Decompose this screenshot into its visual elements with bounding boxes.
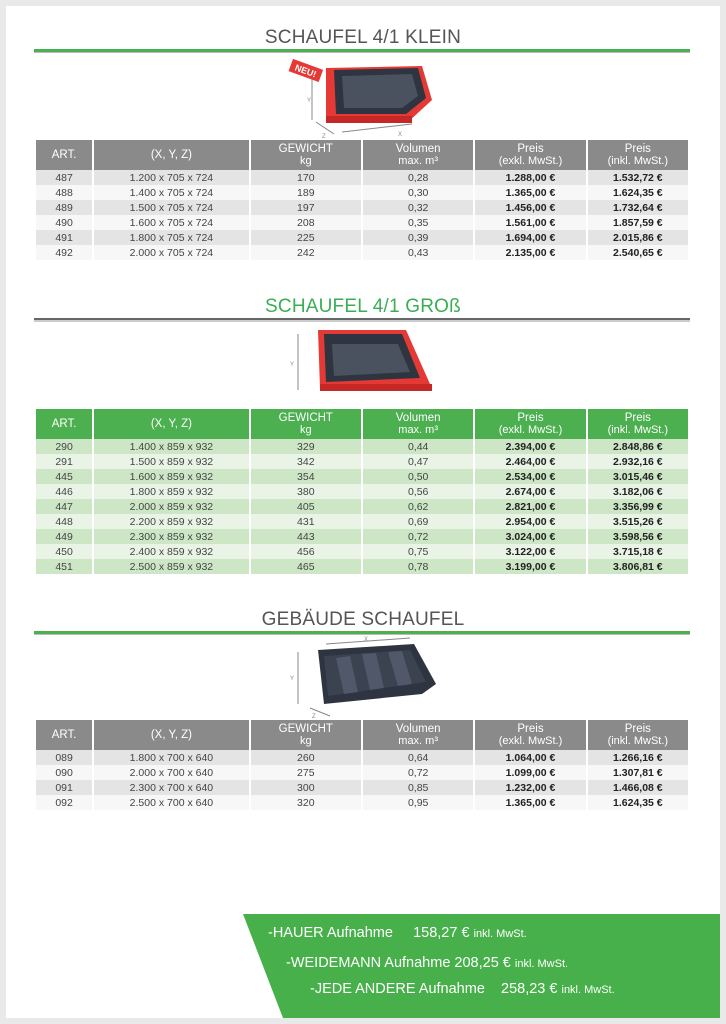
- cell-price-inkl: 1.307,81 €: [588, 765, 688, 780]
- cell-price-exkl: 1.365,00 €: [475, 185, 585, 200]
- cell-volume: 0,75: [363, 544, 473, 559]
- cell-price-exkl: 1.694,00 €: [475, 230, 585, 245]
- col-weight: GEWICHT kg: [251, 409, 361, 439]
- bucket-image-gebaeude: [284, 636, 442, 718]
- cell-art: 446: [36, 484, 92, 499]
- cell-art: 489: [36, 200, 92, 215]
- col-price-exkl: Preis (exkl. MwSt.): [475, 409, 585, 439]
- cell-art: 092: [36, 795, 92, 810]
- cell-dims: 2.200 x 859 x 932: [94, 514, 248, 529]
- cell-dims: 1.800 x 705 x 724: [94, 230, 248, 245]
- cell-price-inkl: 3.356,99 €: [588, 499, 688, 514]
- section-divider: [34, 631, 690, 635]
- table-row: [36, 750, 688, 765]
- cell-weight: 456: [251, 544, 361, 559]
- col-price-inkl: Preis (inkl. MwSt.): [588, 140, 688, 170]
- table-row: [36, 544, 688, 559]
- cell-art: 492: [36, 245, 92, 260]
- table-row: [36, 514, 688, 529]
- table-row: [36, 780, 688, 795]
- cell-price-exkl: 1.365,00 €: [475, 795, 585, 810]
- cell-art: 091: [36, 780, 92, 795]
- bucket-image-gross: [280, 326, 440, 398]
- cell-price-inkl: 1.466,08 €: [588, 780, 688, 795]
- footer-suffix: inkl. MwSt.: [473, 928, 527, 940]
- cell-weight: 320: [251, 795, 361, 810]
- cell-dims: 2.000 x 859 x 932: [94, 499, 248, 514]
- cell-art: 445: [36, 469, 92, 484]
- footer-price: 258,23 €: [501, 981, 558, 997]
- footer-price: 158,27 €: [413, 925, 470, 941]
- section-title-gross: SCHAUFEL 4/1 GROß: [265, 296, 461, 317]
- cell-art: 449: [36, 529, 92, 544]
- table-row: [36, 245, 688, 260]
- bucket-image-klein: [282, 56, 444, 140]
- cell-dims: 2.500 x 859 x 932: [94, 559, 248, 574]
- cell-price-inkl: 1.732,64 €: [588, 200, 688, 215]
- cell-volume: 0,62: [363, 499, 473, 514]
- cell-volume: 0,95: [363, 795, 473, 810]
- svg-text:X: X: [364, 637, 369, 643]
- cell-price-inkl: 3.598,56 €: [588, 529, 688, 544]
- cell-dims: 1.500 x 705 x 724: [94, 200, 248, 215]
- cell-volume: 0,44: [363, 439, 473, 454]
- col-dims: (X, Y, Z): [94, 140, 248, 170]
- cell-price-inkl: 3.182,06 €: [588, 484, 688, 499]
- cell-dims: 2.500 x 700 x 640: [94, 795, 248, 810]
- cell-volume: 0,85: [363, 780, 473, 795]
- table-row: [36, 499, 688, 514]
- cell-price-exkl: 3.024,00 €: [475, 529, 585, 544]
- section-title-gebaeude: GEBÄUDE SCHAUFEL: [261, 609, 465, 630]
- cell-art: 491: [36, 230, 92, 245]
- cell-price-inkl: 3.015,46 €: [588, 469, 688, 484]
- cell-dims: 1.800 x 859 x 932: [94, 484, 248, 499]
- cell-price-exkl: 1.561,00 €: [475, 215, 585, 230]
- footer-label: -HAUER Aufnahme: [268, 925, 393, 941]
- cell-dims: 1.500 x 859 x 932: [94, 454, 248, 469]
- table-row: [36, 185, 688, 200]
- svg-text:Z: Z: [322, 134, 326, 140]
- price-table-klein: [34, 140, 690, 260]
- section-divider: [34, 49, 690, 53]
- svg-text:Y: Y: [290, 362, 295, 368]
- col-volume: Volumen max. m³: [363, 720, 473, 750]
- cell-volume: 0,50: [363, 469, 473, 484]
- cell-price-inkl: 2.540,65 €: [588, 245, 688, 260]
- cell-volume: 0,43: [363, 245, 473, 260]
- table-row: [36, 795, 688, 810]
- cell-dims: 2.300 x 859 x 932: [94, 529, 248, 544]
- cell-weight: 189: [251, 185, 361, 200]
- svg-text:Z: Z: [312, 714, 316, 718]
- new-badge: NEU!: [293, 62, 318, 80]
- cell-art: 448: [36, 514, 92, 529]
- section-divider: [34, 318, 690, 322]
- col-art: ART.: [36, 720, 92, 750]
- cell-weight: 170: [251, 170, 361, 185]
- cell-price-exkl: 2.534,00 €: [475, 469, 585, 484]
- cell-price-exkl: 3.199,00 €: [475, 559, 585, 574]
- cell-weight: 242: [251, 245, 361, 260]
- footer-line-jede-andere: [310, 981, 615, 997]
- cell-price-exkl: 1.288,00 €: [475, 170, 585, 185]
- cell-dims: 1.200 x 705 x 724: [94, 170, 248, 185]
- svg-text:X: X: [398, 132, 403, 138]
- table-row: [36, 484, 688, 499]
- table-row: [36, 469, 688, 484]
- col-price-inkl: Preis (inkl. MwSt.): [588, 409, 688, 439]
- cell-volume: 0,72: [363, 529, 473, 544]
- footer-suffix: inkl. MwSt.: [514, 958, 569, 970]
- cell-price-exkl: 2.464,00 €: [475, 454, 585, 469]
- footer-line-weidemann: [286, 955, 568, 971]
- cell-art: 090: [36, 765, 92, 780]
- cell-volume: 0,72: [363, 765, 473, 780]
- col-price-inkl: Preis (inkl. MwSt.): [588, 720, 688, 750]
- cell-art: 488: [36, 185, 92, 200]
- cell-price-inkl: 1.624,35 €: [588, 185, 688, 200]
- cell-weight: 431: [251, 514, 361, 529]
- cell-weight: 260: [251, 750, 361, 765]
- section-title-klein: SCHAUFEL 4/1 KLEIN: [264, 27, 462, 48]
- cell-art: 490: [36, 215, 92, 230]
- cell-volume: 0,56: [363, 484, 473, 499]
- cell-dims: 1.600 x 705 x 724: [94, 215, 248, 230]
- cell-price-inkl: 2.848,86 €: [588, 439, 688, 454]
- footer-label: -JEDE ANDERE Aufnahme: [310, 981, 485, 997]
- cell-volume: 0,32: [363, 200, 473, 215]
- cell-volume: 0,47: [363, 454, 473, 469]
- cell-weight: 197: [251, 200, 361, 215]
- cell-weight: 342: [251, 454, 361, 469]
- cell-dims: 1.600 x 859 x 932: [94, 469, 248, 484]
- cell-weight: 354: [251, 469, 361, 484]
- table-row: [36, 215, 688, 230]
- cell-dims: 1.800 x 700 x 640: [94, 750, 248, 765]
- col-weight: GEWICHT kg: [251, 140, 361, 170]
- cell-art: 447: [36, 499, 92, 514]
- footer-line-hauer: [268, 925, 527, 941]
- price-table-gross: [34, 409, 690, 574]
- cell-price-exkl: 1.064,00 €: [475, 750, 585, 765]
- col-volume: Volumen max. m³: [363, 409, 473, 439]
- col-weight: GEWICHT kg: [251, 720, 361, 750]
- table-row: [36, 170, 688, 185]
- col-price-exkl: Preis (exkl. MwSt.): [475, 140, 585, 170]
- cell-weight: 405: [251, 499, 361, 514]
- cell-volume: 0,30: [363, 185, 473, 200]
- cell-volume: 0,64: [363, 750, 473, 765]
- cell-weight: 225: [251, 230, 361, 245]
- cell-volume: 0,28: [363, 170, 473, 185]
- cell-art: 290: [36, 439, 92, 454]
- cell-dims: 2.000 x 700 x 640: [94, 765, 248, 780]
- cell-price-inkl: 2.015,86 €: [588, 230, 688, 245]
- footer-price: 208,25 €: [454, 955, 511, 971]
- cell-price-inkl: 1.857,59 €: [588, 215, 688, 230]
- cell-art: 487: [36, 170, 92, 185]
- col-art: ART.: [36, 140, 92, 170]
- cell-art: 450: [36, 544, 92, 559]
- cell-weight: 380: [251, 484, 361, 499]
- cell-art: 291: [36, 454, 92, 469]
- table-row: [36, 230, 688, 245]
- cell-price-inkl: 1.266,16 €: [588, 750, 688, 765]
- table-row: [36, 439, 688, 454]
- cell-price-inkl: 1.624,35 €: [588, 795, 688, 810]
- col-volume: Volumen max. m³: [363, 140, 473, 170]
- cell-weight: 300: [251, 780, 361, 795]
- cell-price-exkl: 1.099,00 €: [475, 765, 585, 780]
- cell-dims: 1.400 x 859 x 932: [94, 439, 248, 454]
- cell-price-inkl: 3.715,18 €: [588, 544, 688, 559]
- table-row: [36, 529, 688, 544]
- cell-price-exkl: 3.122,00 €: [475, 544, 585, 559]
- cell-price-exkl: 2.135,00 €: [475, 245, 585, 260]
- cell-dims: 2.000 x 705 x 724: [94, 245, 248, 260]
- col-dims: (X, Y, Z): [94, 720, 248, 750]
- svg-text:Y: Y: [307, 98, 312, 104]
- cell-weight: 465: [251, 559, 361, 574]
- footer-label: -WEIDEMANN Aufnahme: [286, 955, 451, 971]
- cell-art: 089: [36, 750, 92, 765]
- cell-dims: 2.300 x 700 x 640: [94, 780, 248, 795]
- table-row: [36, 765, 688, 780]
- cell-weight: 443: [251, 529, 361, 544]
- col-price-exkl: Preis (exkl. MwSt.): [475, 720, 585, 750]
- table-row: [36, 454, 688, 469]
- cell-price-inkl: 1.532,72 €: [588, 170, 688, 185]
- cell-price-inkl: 2.932,16 €: [588, 454, 688, 469]
- col-dims: (X, Y, Z): [94, 409, 248, 439]
- col-art: ART.: [36, 409, 92, 439]
- cell-volume: 0,69: [363, 514, 473, 529]
- cell-weight: 208: [251, 215, 361, 230]
- cell-price-exkl: 1.456,00 €: [475, 200, 585, 215]
- cell-volume: 0,35: [363, 215, 473, 230]
- cell-volume: 0,39: [363, 230, 473, 245]
- cell-weight: 329: [251, 439, 361, 454]
- cell-price-exkl: 2.821,00 €: [475, 499, 585, 514]
- cell-art: 451: [36, 559, 92, 574]
- price-table-gebaeude: [34, 720, 690, 810]
- cell-price-exkl: 2.954,00 €: [475, 514, 585, 529]
- cell-price-exkl: 2.394,00 €: [475, 439, 585, 454]
- cell-weight: 275: [251, 765, 361, 780]
- table-row: [36, 559, 688, 574]
- cell-price-exkl: 1.232,00 €: [475, 780, 585, 795]
- svg-text:Y: Y: [290, 676, 295, 682]
- cell-price-inkl: 3.806,81 €: [588, 559, 688, 574]
- cell-dims: 1.400 x 705 x 724: [94, 185, 248, 200]
- cell-volume: 0,78: [363, 559, 473, 574]
- cell-dims: 2.400 x 859 x 932: [94, 544, 248, 559]
- cell-price-inkl: 3.515,26 €: [588, 514, 688, 529]
- cell-price-exkl: 2.674,00 €: [475, 484, 585, 499]
- footer-suffix: inkl. MwSt.: [561, 984, 615, 996]
- table-row: [36, 200, 688, 215]
